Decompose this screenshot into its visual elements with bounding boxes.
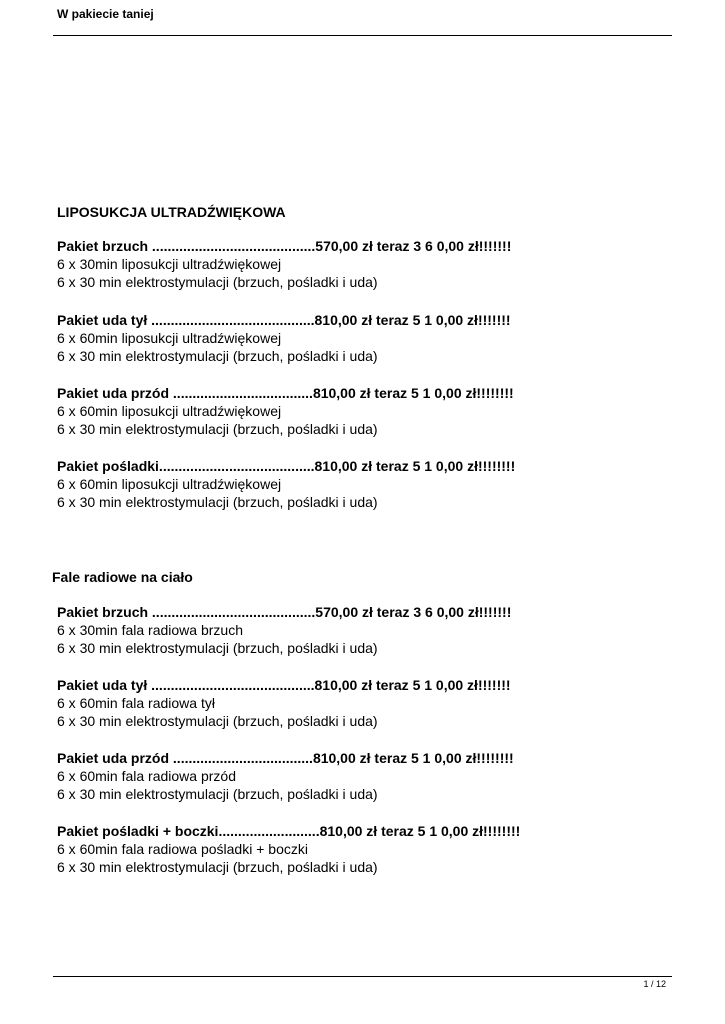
package-title: Pakiet pośladki + boczki..........................810,00 zł teraz 5 1 0,00 zł!!!!!!!! — [57, 823, 521, 839]
package-title: Pakiet brzuch ..........................................570,00 zł teraz 3 6 0,00 zł!!!!!!! — [57, 238, 512, 254]
package-detail-line: 6 x 30 min elektrostymulacji (brzuch, pośladki i uda) — [57, 274, 378, 290]
package-detail-line: 6 x 60min liposukcji ultradźwiękowej — [57, 476, 282, 492]
package-title: Pakiet uda tył ..........................................810,00 zł teraz 5 1 0,00 zł!!!!!!! — [57, 677, 511, 693]
package-title: Pakiet brzuch ..........................................570,00 zł teraz 3 6 0,00 zł!!!!!!! — [57, 604, 512, 620]
package-detail-line: 6 x 30 min elektrostymulacji (brzuch, pośladki i uda) — [57, 494, 378, 510]
package-detail-line: 6 x 30 min elektrostymulacji (brzuch, pośladki i uda) — [57, 421, 378, 437]
package-detail-line: 6 x 60min liposukcji ultradźwiękowej — [57, 403, 282, 419]
package-item — [57, 311, 511, 365]
package-item — [57, 457, 515, 511]
package-title: Pakiet uda tył ..........................................810,00 zł teraz 5 1 0,00 zł!!!!!!! — [57, 312, 511, 328]
package-title: Pakiet pośladki........................................810,00 zł teraz 5 1 0,00 zł!!!!!!!! — [57, 458, 516, 474]
package-item — [57, 384, 514, 438]
package-item — [57, 749, 514, 803]
package-detail-line: 6 x 30 min elektrostymulacji (brzuch, pośladki i uda) — [57, 859, 378, 875]
section-title-liposukcja: LIPOSUKCJA ULTRADŹWIĘKOWA — [57, 204, 286, 220]
document-header-title: W pakiecie taniej — [57, 7, 154, 21]
package-detail-line: 6 x 30 min elektrostymulacji (brzuch, pośladki i uda) — [57, 786, 378, 802]
package-detail-line: 6 x 60min fala radiowa pośladki + boczki — [57, 841, 308, 857]
package-item — [57, 676, 511, 730]
package-item — [57, 237, 511, 291]
package-item — [57, 603, 511, 657]
section-title-fale-radiowe: Fale radiowe na ciało — [52, 569, 193, 585]
package-detail-line: 6 x 30 min elektrostymulacji (brzuch, pośladki i uda) — [57, 713, 378, 729]
package-title: Pakiet uda przód ....................................810,00 zł teraz 5 1 0,00 zł!!!!!!!! — [57, 385, 514, 401]
package-detail-line: 6 x 60min fala radiowa tył — [57, 695, 215, 711]
page-number: 1 / 12 — [643, 979, 666, 989]
package-title: Pakiet uda przód ....................................810,00 zł teraz 5 1 0,00 zł!!!!!!!! — [57, 750, 514, 766]
package-detail-line: 6 x 60min liposukcji ultradźwiękowej — [57, 330, 282, 346]
header-divider — [53, 35, 672, 36]
package-detail-line: 6 x 30min liposukcji ultradźwiękowej — [57, 256, 282, 272]
footer-divider — [53, 976, 672, 977]
package-detail-line: 6 x 60min fala radiowa przód — [57, 768, 236, 784]
package-item — [57, 822, 520, 876]
package-detail-line: 6 x 30 min elektrostymulacji (brzuch, pośladki i uda) — [57, 348, 378, 364]
package-detail-line: 6 x 30 min elektrostymulacji (brzuch, pośladki i uda) — [57, 640, 378, 656]
package-detail-line: 6 x 30min fala radiowa brzuch — [57, 622, 243, 638]
